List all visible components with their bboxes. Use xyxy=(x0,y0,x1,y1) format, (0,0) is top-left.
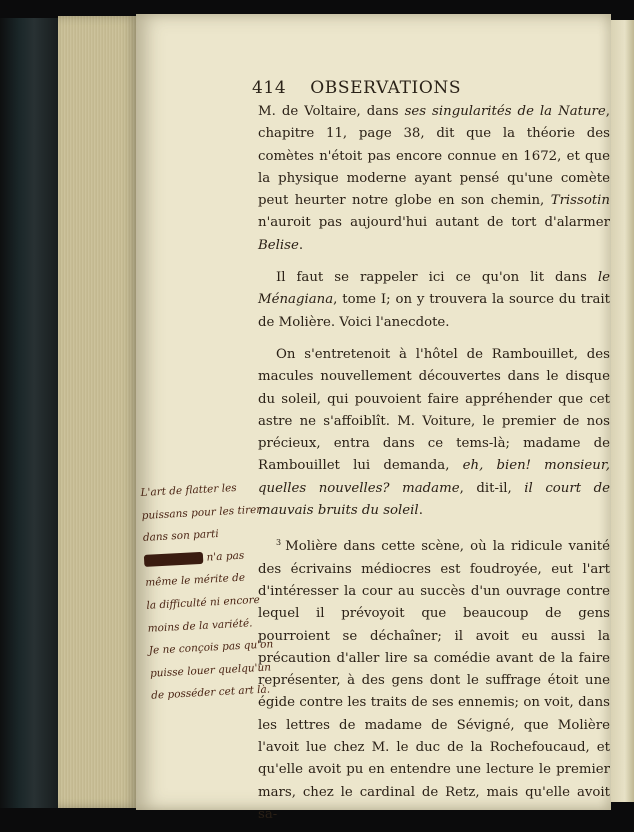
facing-page-edge xyxy=(611,20,634,802)
margin-line: même le mérite de xyxy=(144,572,246,590)
margin-line: dans son parti xyxy=(142,528,220,545)
handwritten-margin-note xyxy=(140,475,280,707)
body-text xyxy=(258,101,610,826)
running-title: OBSERVATIONS xyxy=(310,78,462,98)
page-number: 414 xyxy=(252,78,287,98)
margin-line: la difficulté ni encore xyxy=(146,593,261,612)
margin-line: moins de la variété. xyxy=(147,616,253,635)
margin-line: xxxxxxxxxx n'a pas xyxy=(143,549,245,567)
paragraph-note-3: $^3$ Molière dans cette scène, où la ridicule vanité des écrivains médiocres est foudroyée, eut l'art d'intéresser la cour au succès d'un ouvrage contre lequel il prévoyoit que beaucoup de gens pourroient se déchaîner; il avoit eu aussi la précaution d'aller lire sa comédie avant de la faire représenter, à des gens dont le suffrage étoit une égide contre les traits de ses ennemis; on voit, dans les lettres de madame de Sévigné, que Molière l'avoit lue chez M. le duc de la Rochefoucaud, et qu'elle avoit pu en entendre une lecture le premier mars, chez le cardinal de Retz, mais qu'elle avoit sa- xyxy=(258,538,610,822)
book-binding xyxy=(0,18,63,808)
struck-out-text: xxxxxxxxxx xyxy=(143,551,204,567)
margin-line: puisse louer quelqu'un xyxy=(149,661,272,680)
running-head xyxy=(252,78,612,98)
margin-line: Je ne conçois pas qu'on xyxy=(148,638,274,657)
margin-line: puissans pour les tirer xyxy=(141,503,262,522)
note-marker: 3 xyxy=(276,538,282,548)
paragraph-voltaire: M. de Voltaire, dans ses singularités de la Nature, chapitre 11, page 38, dit que la théorie des comètes n'étoit pas encore connue en 1672, et que la physique moderne ayant pensé qu'une comète peut heurter notre globe en son chemin, Trissotin n'auroit pas aujourd'hui autant de tort d'alarmer Belise. xyxy=(258,104,610,253)
margin-line: L'art de flatter les xyxy=(140,481,237,499)
paragraph-menagiana: Il faut se rappeler ici ce qu'on lit dans le Ménagiana, tome I; on y trouvera la source du trait de Molière. Voici l'anecdote. xyxy=(258,270,610,330)
paragraph-anecdote: On s'entretenoit à l'hôtel de Rambouillet, des macules nouvellement découvertes dans le disque du soleil, qui pouvoient faire appréhender que cet astre ne s'affoiblît. M. Voiture, le premier de nos précieux, entra dans ce tems-là; madame de Rambouillet lui demanda, eh, bien! monsieur, quelles nouvelles? madame, dit-il, il court de mauvais bruits du soleil. xyxy=(258,346,610,519)
page-edges xyxy=(58,16,138,808)
margin-line: de posséder cet art là. xyxy=(150,683,271,703)
